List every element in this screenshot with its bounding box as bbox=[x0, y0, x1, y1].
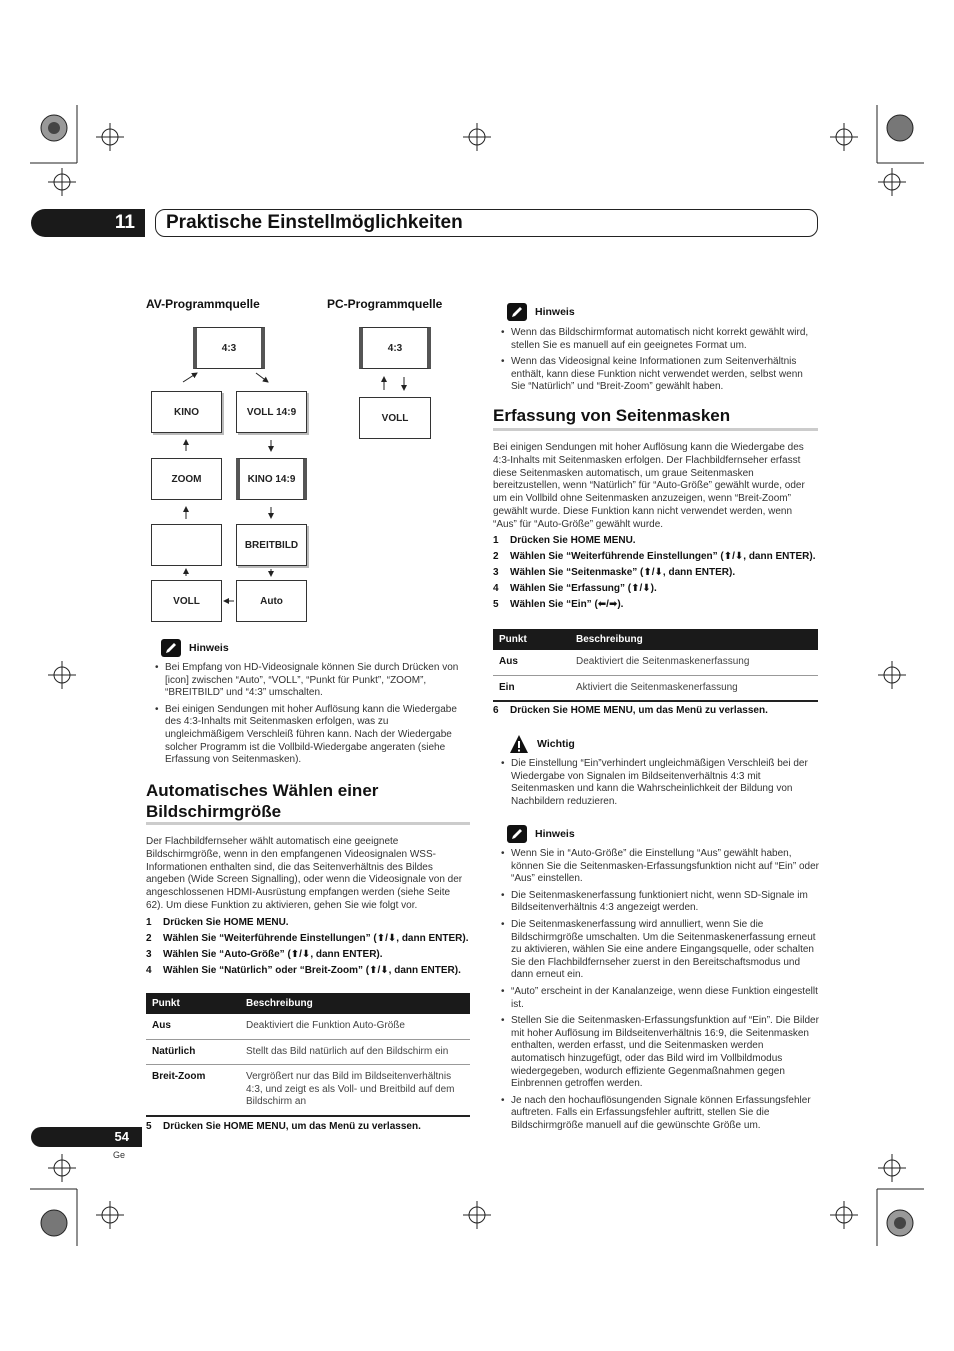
step-3: 3 Wählen Sie “Seitenmaske” (⬆/⬇, dann ENTER). bbox=[493, 567, 736, 578]
section-rule bbox=[146, 822, 470, 825]
box-voll: VOLL bbox=[151, 580, 222, 622]
step-1: 1 Drücken Sie HOME MENU. bbox=[146, 917, 289, 928]
note-item: • Je nach den hochauflösungenden Signale können Erfassungsfehler auftreten. Falls ein Erfassungsfehler auftritt, stellen Sie die Bildschirmgröße manuell auf die gewünschte Größe um. bbox=[501, 1095, 819, 1133]
section-title-auto-size bbox=[146, 780, 378, 822]
step-6: 6 Drücken Sie HOME MENU, um das Menü zu verlassen. bbox=[493, 705, 768, 716]
table-row: Ein Aktiviert die Seitenmaskenerfassung bbox=[493, 675, 818, 701]
box-av-43: 4:3 bbox=[193, 327, 265, 369]
step-2: 2 Wählen Sie “Weiterführende Einstellungen” (⬆/⬇, dann ENTER). bbox=[493, 551, 816, 562]
step-4: 4 Wählen Sie “Natürlich” oder “Breit-Zoom” (⬆/⬇, dann ENTER). bbox=[146, 965, 461, 976]
table-row: Natürlich Stellt das Bild natürlich auf den Bildschirm ein bbox=[146, 1039, 470, 1065]
table-header: Punkt bbox=[146, 993, 240, 1014]
note-item: • Wenn das Bildschirmformat automatisch nicht korrekt gewählt wird, stellen Sie es manuell auf ein geeignetes Format um. bbox=[501, 327, 819, 352]
step-3: 3 Wählen Sie “Auto-Größe” (⬆/⬇, dann ENTER). bbox=[146, 949, 383, 960]
section-intro: Der Flachbildfernseher wählt automatisch eine geeignete Bildschirmgröße, wenn in den empfangenen Videosignalen WSS-Informationen enthalten sind, die das Seitenverhältnis des Bildes angeben (Wide Screen Signalling), oder wenn die Videosignale von der angeschlossenen HDMI-Ausrüstung empfangen werden (siehe Seite 62). Um diese Funktion zu aktivieren, gehen Sie wie folgt vor. bbox=[146, 836, 463, 911]
table-row: Breit-Zoom Vergrößert nur das Bild im Bildseitenverhältnis 4:3, und zeigt es als Voll- und Breitbild auf dem Bildschirm an bbox=[146, 1065, 470, 1116]
table-row: Aus Deaktiviert die Funktion Auto-Größe bbox=[146, 1014, 470, 1039]
step-5: 5 Drücken Sie HOME MENU, um das Menü zu verlassen. bbox=[146, 1121, 421, 1132]
note-item: • Wenn das Videosignal keine Informationen zum Seitenverhältnis enthält, kann diese Funktion nicht verwendet werden, selbst wenn Sie “Natürlich” und “Breit-Zoom” gewählt haben. bbox=[501, 356, 819, 394]
box-breitbild: BREITBILD bbox=[236, 524, 307, 566]
av-source-label: AV-Programmquelle bbox=[146, 297, 260, 311]
note-item: • Wenn Sie in “Auto-Größe” die Einstellung “Aus” gewählt haben, können Sie die Seitenmasken-Erfassungsfunktion nicht auf “Ein” oder “Aus” einstellen. bbox=[501, 848, 819, 886]
note-item: • Die Seitenmaskenerfassung wird annulliert, wenn Sie die Bildschirmgröße umschalten. Um die Seitenmaskenerfassung erneut zu aktivieren, wählen Sie eine andere Eingangsquelle, oder schalten Sie den Flachbildfernseher zuerst in den Bereitschaftsmodus und dann erneut ein. bbox=[501, 919, 819, 982]
step-5: 5 Wählen Sie “Ein” (⬅/➡). bbox=[493, 599, 624, 610]
note-item: • Stellen Sie die Seitenmasken-Erfassungsfunktion auf “Ein”. Die Bilder mit hoher Auflösung im Bildseitenverhältnis 16:9, die Seitenmasken enthalten, werden erfasst, und die Seitenmasken werden automatisch hinzugefügt, oder das Bild wird im Vollbildmodus wiedergegeben, wodurch effiziente Gegenmaßnahmen gegen Einbrennen getroffen werden. bbox=[501, 1015, 819, 1091]
side-mask-table bbox=[493, 629, 818, 702]
note-item: • Bei Empfang von HD-Videosignale können Sie durch Drücken von [icon] zwischen “Auto”, “VOLL”, “Punkt für Punkt”, “ZOOM”, “BREITBILD” und “4:3” umschalten. bbox=[155, 662, 470, 700]
pc-source-label: PC-Programmquelle bbox=[327, 297, 443, 311]
note-title-1: Hinweis bbox=[189, 642, 229, 654]
chapter-title: Praktische Einstellmöglichkeiten bbox=[155, 209, 818, 237]
step-1: 1 Drücken Sie HOME MENU. bbox=[493, 535, 636, 546]
box-kino: KINO bbox=[151, 391, 222, 433]
caution-heading bbox=[509, 734, 575, 754]
note-heading-1 bbox=[161, 639, 229, 657]
section-title-side-masks: Erfassung von Seitenmasken bbox=[493, 406, 731, 425]
table-header: Beschreibung bbox=[570, 629, 818, 650]
note-title-2: Hinweis bbox=[535, 828, 575, 840]
note-title-right: Hinweis bbox=[535, 306, 575, 318]
box-kino-149: KINO 14:9 bbox=[236, 458, 307, 500]
note-heading-right bbox=[507, 303, 575, 321]
note-list-2 bbox=[501, 848, 819, 1136]
caution-list bbox=[501, 758, 819, 812]
step-2: 2 Wählen Sie “Weiterführende Einstellungen” (⬆/⬇, dann ENTER). bbox=[146, 933, 469, 944]
page-number: 54 bbox=[31, 1127, 142, 1147]
language-code: Ge bbox=[113, 1150, 126, 1160]
pencil-note-icon bbox=[161, 639, 181, 657]
section-intro-right: Bei einigen Sendungen mit hoher Auflösung kann die Wiedergabe des 4:3-Inhalts mit Seitenmasken erfolgen. Der Flachbildfernseher erfasst diese Seitenmasken automatisch, um graue Seitenmasken bereitzustellen, wenn “Natürlich” für “Auto-Größe” gewählt wurde, oder um ein Vollbild ohne Seitenmasken anzuzeigen, wenn “Breit-Zoom” gewählt wurde. Diese Funktion kann nicht verwendet werden, wenn “Aus” für “Auto-Größe” gewählt wurde. bbox=[493, 442, 805, 530]
box-pc-voll: VOLL bbox=[359, 397, 431, 439]
note-list-right bbox=[501, 327, 819, 398]
box-zoom: ZOOM bbox=[151, 458, 222, 500]
warning-icon bbox=[509, 734, 529, 754]
table-header: Punkt bbox=[493, 629, 570, 650]
table-header: Beschreibung bbox=[240, 993, 470, 1014]
note-item: • Die Seitenmaskenerfassung funktioniert nicht, wenn SD-Signale im Bildseitenverhältnis 4:3 angezeigt werden. bbox=[501, 890, 819, 915]
table-row: Aus Deaktiviert die Seitenmaskenerfassung bbox=[493, 650, 818, 675]
section-title-line-2: Bildschirmgröße bbox=[146, 802, 282, 821]
box-auto: Auto bbox=[236, 580, 307, 622]
note-heading-2 bbox=[507, 825, 575, 843]
auto-size-table bbox=[146, 993, 470, 1117]
pencil-note-icon bbox=[507, 303, 527, 321]
box-voll-149: VOLL 14:9 bbox=[236, 391, 307, 433]
pencil-note-icon bbox=[507, 825, 527, 843]
caution-item: • Die Einstellung “Ein”verhindert ungleichmäßigen Verschleiß bei der Wiedergabe von Signalen im Bildseitenverhältnis 4:3 mit Seitenmasken und kann die Wahrscheinlichkeit der Bildung von Nachbildern reduzieren. bbox=[501, 758, 819, 808]
section-rule bbox=[493, 428, 818, 431]
section-title-line-1: Automatisches Wählen einer bbox=[146, 781, 379, 800]
chapter-number: 11 bbox=[31, 209, 145, 237]
caution-title: Wichtig bbox=[537, 738, 575, 750]
note-list-1 bbox=[155, 662, 470, 771]
box-pc-43: 4:3 bbox=[359, 327, 431, 369]
note-item: • “Auto” erscheint in der Kanalanzeige, wenn diese Funktion eingestellt ist. bbox=[501, 986, 819, 1011]
step-4: 4 Wählen Sie “Erfassung” (⬆/⬇). bbox=[493, 583, 657, 594]
note-item: • Bei einigen Sendungen mit hoher Auflösung kann die Wiedergabe des 4:3-Inhalts mit Seitenmasken erfolgen, was zu ungleichmäßigem Verschleiß führen kann. Nach der Wiedergabe solcher Programm ist die Vollbild-Wiedergabe angeraten (siehe Erfassung von Seitenmasken). bbox=[155, 704, 470, 767]
